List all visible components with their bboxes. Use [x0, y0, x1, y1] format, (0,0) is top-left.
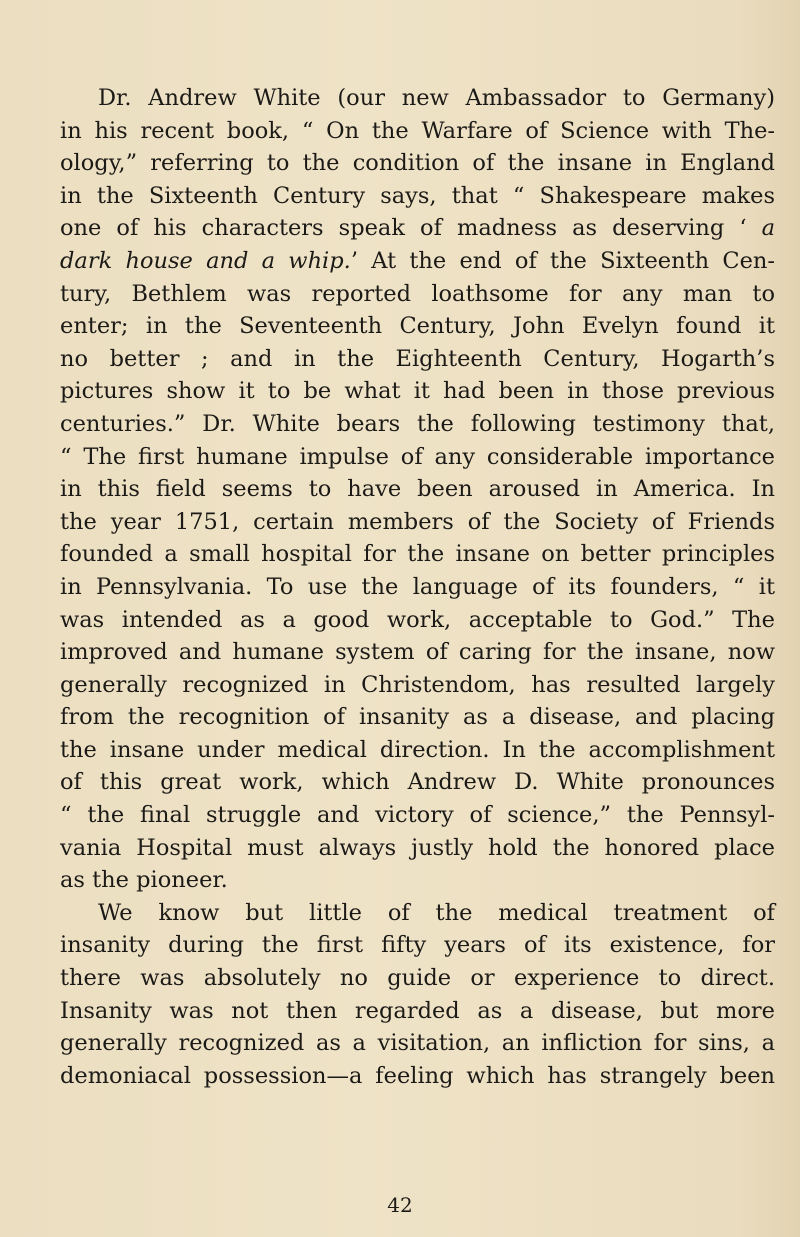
- text-line-with-italic: dark house and a whip.’ At the end of the Sixteenth Cen-: [60, 247, 775, 274]
- text-line: improved and humane system of caring for the insane, now: [60, 639, 775, 666]
- text-line: centuries.” Dr. White bears the following testimony that,: [60, 410, 775, 437]
- text-line: We know but little of the medical treatment of: [98, 899, 775, 926]
- text-line: demoniacal possession—a feeling which has strangely been: [60, 1062, 775, 1089]
- text-line: founded a small hospital for the insane on better principles: [60, 541, 775, 568]
- text-line: from the recognition of insanity as a disease, and placing: [60, 704, 775, 731]
- text-line: Insanity was not then regarded as a disease, but more: [60, 997, 775, 1024]
- text-line: generally recognized in Christendom, has resulted largely: [60, 671, 775, 698]
- text-line: in Pennsylvania. To use the language of its founders, “ it: [60, 573, 775, 600]
- text-line: in the Sixteenth Century says, that “ Shakespeare makes: [60, 182, 775, 209]
- text-line: of this great work, which Andrew D. White pronounces: [60, 769, 775, 796]
- text-line: the insane under medical direction. In the accomplishment: [60, 736, 775, 763]
- text-line: “ The first humane impulse of any considerable importance: [60, 443, 775, 470]
- italic-a: a: [761, 215, 775, 242]
- text-line: in this field seems to have been aroused in America. In: [60, 476, 775, 503]
- text-line-with-italic: one of his characters speak of madness as deserving ‘ a: [60, 215, 775, 242]
- text-line: in his recent book, “ On the Warfare of Science with The-: [60, 117, 775, 144]
- text-line: insanity during the first fifty years of its existence, for: [60, 932, 775, 959]
- text-line: there was absolutely no guide or experience to direct.: [60, 965, 775, 992]
- text-line: enter; in the Seventeenth Century, John Evelyn found it: [60, 313, 775, 340]
- text-line: ology,” referring to the condition of the insane in England: [60, 150, 775, 177]
- text-line: tury, Bethlem was reported loathsome for any man to: [60, 280, 775, 307]
- text-line: Dr. Andrew White (our new Ambassador to Germany): [98, 85, 775, 111]
- text-line: as the pioneer.: [60, 867, 228, 894]
- italic-quote: dark house and a whip.: [60, 247, 351, 274]
- text-line: “ the final struggle and victory of science,” the Pennsyl-: [60, 802, 775, 829]
- text-line: the year 1751, certain members of the Society of Friends: [60, 508, 775, 535]
- body-text: [60, 82, 775, 1092]
- text-line: was intended as a good work, acceptable to God.” The: [60, 606, 775, 633]
- text-line: generally recognized as a visitation, an infliction for sins, a: [60, 1030, 775, 1057]
- text-line: vania Hospital must always justly hold the honored place: [60, 834, 775, 861]
- page-number: 42: [387, 1193, 413, 1217]
- text-line: no better ; and in the Eighteenth Century, Hogarth’s: [60, 345, 775, 372]
- text-line: pictures show it to be what it had been in those previous: [60, 378, 775, 405]
